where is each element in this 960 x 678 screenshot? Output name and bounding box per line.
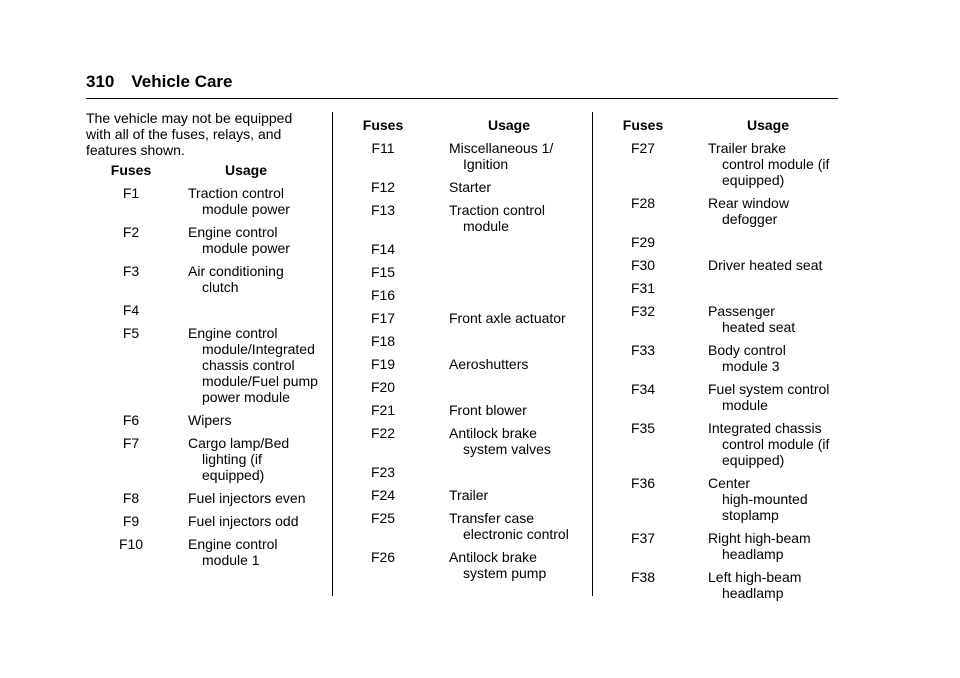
table-row (603, 569, 843, 601)
table-header (603, 117, 843, 133)
fuse-id: F8 (122, 490, 140, 506)
usage-line: Transfer case (449, 510, 535, 526)
fuse-id: F7 (122, 435, 140, 451)
table-row (343, 549, 583, 581)
fuse-usage (449, 140, 579, 172)
usage-line: Fuel injectors even (188, 490, 306, 506)
table-row (86, 435, 322, 483)
usage-line: equipped) (722, 172, 785, 188)
usage-line: module 3 (722, 358, 780, 374)
fuse-usage (188, 435, 318, 483)
usage-line: Left high-beam (708, 569, 802, 585)
fuse-usage (449, 241, 579, 257)
table-row (343, 179, 583, 195)
fuse-usage (708, 280, 838, 296)
fuse-usage (708, 342, 838, 374)
fuse-id: F38 (630, 569, 656, 585)
usage-line: module power (202, 201, 290, 217)
usage-column-header: Usage (224, 162, 268, 178)
fuse-usage (708, 303, 838, 335)
table-row (86, 185, 322, 217)
table-row (343, 241, 583, 257)
fuse-usage (188, 490, 318, 506)
fuse-id: F10 (118, 536, 144, 552)
table-row (86, 513, 322, 529)
fuse-usage (708, 234, 838, 250)
usage-line: module (722, 397, 768, 413)
fuse-id: F11 (371, 140, 395, 156)
fuses-column-header: Fuses (110, 162, 152, 178)
usage-line: Ignition (463, 156, 509, 172)
table-row (603, 234, 843, 250)
table-row (603, 257, 843, 273)
fuse-id: F32 (630, 303, 656, 319)
table-header (86, 162, 322, 178)
usage-line: Antilock brake (449, 425, 537, 441)
section-title: Vehicle Care (131, 72, 233, 91)
fuses-column-header: Fuses (362, 117, 404, 133)
usage-line: Wipers (188, 412, 232, 428)
usage-line: clutch (202, 279, 239, 295)
fuse-id: F1 (122, 185, 140, 201)
usage-line: Trailer (449, 487, 489, 503)
fuse-id: F24 (370, 487, 396, 503)
table-row (343, 402, 583, 418)
fuse-usage (708, 569, 838, 601)
fuse-usage (449, 549, 579, 581)
fuse-usage (449, 287, 579, 303)
usage-line: Starter (449, 179, 492, 195)
fuse-id: F20 (370, 379, 396, 395)
usage-line: electronic control (463, 526, 569, 542)
fuse-id: F28 (630, 195, 656, 211)
fuse-usage (708, 381, 838, 413)
table-row (86, 302, 322, 318)
fuse-usage (449, 264, 579, 280)
usage-line: Aeroshutters (449, 356, 529, 372)
fuse-id: F30 (630, 257, 656, 273)
usage-line: Traction control (449, 202, 545, 218)
fuse-usage (188, 185, 318, 217)
fuse-id: F16 (370, 287, 396, 303)
table-row (603, 280, 843, 296)
fuse-usage (449, 310, 579, 326)
fuse-id: F31 (630, 280, 656, 296)
fuse-usage (449, 402, 579, 418)
fuse-id: F25 (370, 510, 396, 526)
table-row (343, 310, 583, 326)
fuse-table-2 (343, 117, 583, 588)
fuse-usage (708, 257, 838, 273)
fuse-id: F4 (122, 302, 140, 318)
usage-line: headlamp (722, 546, 784, 562)
fuse-id: F3 (122, 263, 140, 279)
fuse-id: F35 (630, 420, 656, 436)
fuse-usage (708, 195, 838, 227)
table-row (343, 287, 583, 303)
usage-column-header: Usage (487, 117, 531, 133)
intro-paragraph: The vehicle may not be equipped with all of the fuses, relays, and features shown. (86, 110, 293, 158)
fuse-id: F21 (370, 402, 396, 418)
usage-line: control module (if (722, 436, 830, 452)
fuse-usage (449, 333, 579, 349)
usage-line: Cargo lamp/Bed (188, 435, 290, 451)
table-row (603, 381, 843, 413)
fuse-usage (708, 530, 838, 562)
table-row (603, 140, 843, 188)
usage-line: headlamp (722, 585, 784, 601)
usage-line: module/Fuel pump (202, 373, 318, 389)
usage-line: module power (202, 240, 290, 256)
column-divider-2 (592, 112, 593, 596)
usage-line: equipped) (202, 467, 265, 483)
fuse-id: F34 (630, 381, 656, 397)
table-row (343, 356, 583, 372)
usage-line: Engine control (188, 325, 278, 341)
fuse-usage (449, 379, 579, 395)
fuse-id: F37 (630, 530, 656, 546)
usage-line: Front blower (449, 402, 527, 418)
fuse-id: F23 (370, 464, 396, 480)
fuse-id: F13 (370, 202, 396, 218)
fuse-usage (188, 513, 318, 529)
fuse-id: F14 (370, 241, 396, 257)
fuse-id: F2 (122, 224, 140, 240)
usage-line: module (463, 218, 509, 234)
fuse-id: F12 (370, 179, 396, 195)
table-row (343, 264, 583, 280)
table-row (86, 325, 322, 405)
fuse-id: F15 (370, 264, 396, 280)
usage-line: module/Integrated (202, 341, 315, 357)
table-row (343, 464, 583, 480)
usage-line: system valves (463, 441, 551, 457)
usage-line: Engine control (188, 536, 278, 552)
fuse-id: F22 (370, 425, 396, 441)
fuse-usage (449, 464, 579, 480)
fuse-usage (188, 325, 318, 405)
usage-line: Engine control (188, 224, 278, 240)
table-row (603, 342, 843, 374)
usage-line: Passenger (708, 303, 775, 319)
fuse-id: F27 (630, 140, 656, 156)
fuse-id: F18 (370, 333, 396, 349)
usage-line: Air conditioning (188, 263, 284, 279)
usage-line: Integrated chassis (708, 420, 822, 436)
fuse-usage (449, 510, 579, 542)
usage-line: Antilock brake (449, 549, 537, 565)
fuse-usage (188, 536, 318, 568)
fuse-usage (449, 202, 579, 234)
fuse-id: F6 (122, 412, 140, 428)
fuse-id: F36 (630, 475, 656, 491)
usage-line: stoplamp (722, 507, 779, 523)
usage-line: equipped) (722, 452, 785, 468)
fuse-usage (449, 356, 579, 372)
usage-line: Rear window (708, 195, 789, 211)
fuse-id: F29 (630, 234, 656, 250)
fuse-id: F33 (630, 342, 656, 358)
fuse-id: F9 (122, 513, 140, 529)
usage-line: chassis control (202, 357, 295, 373)
table-row (603, 475, 843, 523)
table-row (603, 195, 843, 227)
table-row (343, 487, 583, 503)
table-row (86, 412, 322, 428)
usage-line: Fuel injectors odd (188, 513, 299, 529)
fuse-usage (188, 302, 318, 318)
usage-line: Fuel system control (708, 381, 830, 397)
usage-line: power module (202, 389, 290, 405)
table-row (603, 530, 843, 562)
usage-line: heated seat (722, 319, 796, 335)
table-row (343, 333, 583, 349)
fuse-usage (449, 487, 579, 503)
fuse-usage (449, 179, 579, 195)
header-rule (86, 98, 838, 99)
fuse-usage (708, 140, 838, 188)
table-row (86, 224, 322, 256)
page-number: 310 (86, 72, 115, 91)
usage-line: control module (if (722, 156, 830, 172)
usage-column-header: Usage (746, 117, 790, 133)
table-row (343, 202, 583, 234)
fuse-usage (188, 412, 318, 428)
table-row (603, 420, 843, 468)
fuse-usage (449, 425, 579, 457)
fuse-usage (188, 263, 318, 295)
table-row (86, 536, 322, 568)
table-row (343, 379, 583, 395)
table-row (343, 140, 583, 172)
fuse-usage (188, 224, 318, 256)
usage-line: Front axle actuator (449, 310, 566, 326)
usage-line: Traction control (188, 185, 284, 201)
table-row (603, 303, 843, 335)
page-header (86, 72, 233, 96)
table-row (86, 263, 322, 295)
fuse-usage (708, 475, 838, 523)
usage-line: module 1 (202, 552, 260, 568)
usage-line: high-mounted (722, 491, 808, 507)
table-header (343, 117, 583, 133)
usage-line: Miscellaneous 1/ (449, 140, 554, 156)
column-divider-1 (332, 112, 333, 596)
usage-line: Trailer brake (708, 140, 787, 156)
usage-line: Driver heated seat (708, 257, 823, 273)
fuse-id: F26 (370, 549, 396, 565)
table-row (343, 510, 583, 542)
fuse-table-1 (86, 162, 322, 575)
usage-line: system pump (463, 565, 547, 581)
fuse-usage (708, 420, 838, 468)
fuse-id: F5 (122, 325, 140, 341)
table-row (343, 425, 583, 457)
fuses-column-header: Fuses (622, 117, 664, 133)
usage-line: Center (708, 475, 751, 491)
usage-line: Body control (708, 342, 786, 358)
usage-line: Right high-beam (708, 530, 811, 546)
fuse-id: F19 (370, 356, 396, 372)
table-row (86, 490, 322, 506)
usage-line: lighting (if (202, 451, 262, 467)
fuse-table-3 (603, 117, 843, 608)
usage-line: defogger (722, 211, 778, 227)
fuse-id: F17 (370, 310, 396, 326)
